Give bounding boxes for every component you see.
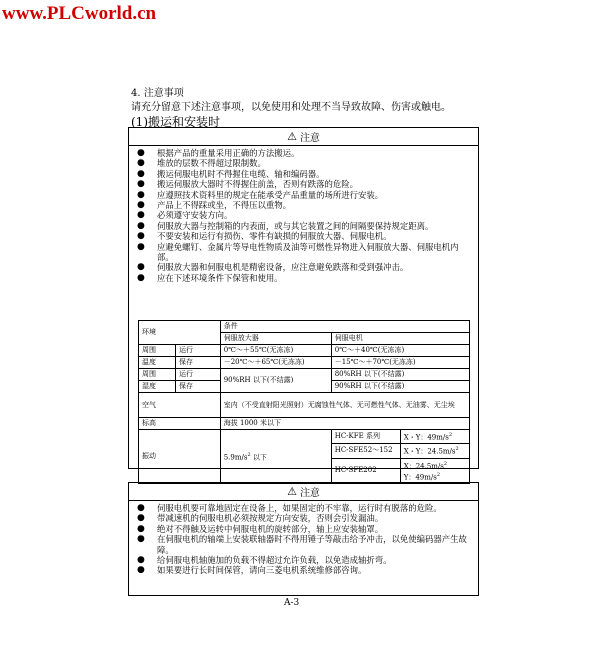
bullet-icon: ● <box>137 513 145 524</box>
list-item-text: 不要安装和运行有损伤、零件有缺损的伺服放大器、伺服电机。 <box>157 231 392 242</box>
transport-list <box>129 146 478 283</box>
bullet-icon: ● <box>137 503 145 513</box>
bullet-icon: ● <box>137 523 145 534</box>
watermark: www.PLCworld.cn <box>2 3 157 24</box>
list-item-text: 必须遵守安装方向。 <box>157 210 233 221</box>
vib-sfe202 <box>400 458 469 484</box>
install-list <box>129 501 478 576</box>
list-item-text: 给伺服电机轴施加的负载不得超过允许负载，以免造成轴折弯。 <box>157 555 392 566</box>
page-number: A-3 <box>284 598 300 608</box>
hum-amp: 90%RH 以下(不结露) <box>220 369 331 393</box>
altitude-label: 标高 <box>139 418 221 430</box>
list-item-text: 应在下述环境条件下保管和使用。 <box>157 272 283 283</box>
list-item <box>137 190 474 200</box>
bullet-icon: ● <box>137 210 145 221</box>
bullet-icon: ● <box>137 220 145 231</box>
vib-sfe202-x: X：24.5m/s <box>403 461 444 470</box>
list-item-text: 伺服放大器与控制箱的内表面，或与其它装置之间的间隔要保持规定距离。 <box>157 220 434 231</box>
temp-amp-run: 0℃～＋55℃(无冻冻) <box>220 345 331 357</box>
humidity-label: 湿度 <box>139 381 176 393</box>
motor-header: 伺服电机 <box>331 333 469 345</box>
bullet-icon: ● <box>137 231 145 242</box>
vib-amp-value: 5.9m/s <box>223 453 248 462</box>
list-item <box>137 273 474 283</box>
list-item <box>137 231 474 241</box>
list-item <box>137 158 474 168</box>
list-item <box>137 555 474 565</box>
list-item <box>137 148 474 158</box>
list-item-text: 应遵照技术资料里的规定在能承受产品重量的场所进行安装。 <box>157 189 384 200</box>
bullet-icon: ● <box>137 158 145 169</box>
vibration-label: 振动 <box>139 430 221 484</box>
condition-header: 条件 <box>220 321 469 333</box>
vibration-amp <box>220 430 331 484</box>
list-item <box>137 221 474 231</box>
list-item-text: 在伺服电机的轴端上安装联轴器时不得用锤子等敲击给予冲击，以免使编码器产生故障。 <box>157 534 467 555</box>
bullet-icon: ● <box>137 179 145 190</box>
bullet-icon: ● <box>137 200 145 211</box>
temperature-label: 温度 <box>139 357 176 369</box>
list-item-text: 搬运伺服放大器时不得握住前盖，否则有跌落的危险。 <box>157 179 358 190</box>
storage-label: 保存 <box>176 381 221 393</box>
operating-label: 运行 <box>176 345 221 357</box>
list-item <box>137 242 474 263</box>
intro-text: 请充分留意下述注意事项，以免使用和处理不当导致故障、伤害或触电。 <box>131 102 451 113</box>
hum-motor-run: 80%RH 以下(不结露) <box>331 369 469 381</box>
list-item-text: 堆放的层数不得超过限制数。 <box>157 158 266 169</box>
list-item-text: 产品上不得踩或坐，不得压以重物。 <box>157 200 291 211</box>
list-item <box>137 503 474 513</box>
list-item <box>137 169 474 179</box>
ambient-label: 周围 <box>139 369 176 381</box>
warning-triangle-icon: ⚠ <box>287 485 297 498</box>
operating-label: 运行 <box>176 369 221 381</box>
list-item-text: 应避免螺钉、金属片等导电性物质及油等可燃性异物进入伺服放大器、伺服电机内部。 <box>157 241 459 263</box>
air-value: 室内（不受直射阳光照射）无腐蚀性气体、无可燃性气体、无油雾、无尘埃 <box>220 393 469 418</box>
list-item-text: 搬运伺服电机时不得握住电缆、轴和编码器。 <box>157 168 325 179</box>
subsection-title: (1)搬运和安装时 <box>131 115 220 129</box>
bullet-icon: ● <box>137 148 145 158</box>
list-item <box>137 200 474 210</box>
vib-kfe <box>400 430 469 444</box>
caution-header <box>129 483 478 501</box>
vib-sfe202-y: Y：49m/s <box>403 473 437 482</box>
list-item-text: 绝对不得触及运转中伺服电机的旋转部分，轴上应安装轴罩。 <box>157 523 384 534</box>
list-item-text: 带减速机的伺服电机必须按规定方向安装，否则会引发漏油。 <box>157 513 384 524</box>
env-header: 环境 <box>139 321 221 345</box>
bullet-icon: ● <box>137 565 145 576</box>
model-sfe202: HC-SFE202 <box>331 458 400 484</box>
caution-header <box>129 128 478 146</box>
bullet-icon: ● <box>137 555 145 566</box>
altitude-value: 海拔 1000 米以下 <box>220 418 469 430</box>
air-label: 空气 <box>139 393 221 418</box>
caution-label: 注意 <box>299 133 320 144</box>
list-item-text: 伺服放大器和伺服电机是精密设备，应注意避免跌落和受到强冲击。 <box>157 262 409 273</box>
environment-table <box>138 320 470 484</box>
ambient-label: 周围 <box>139 345 176 357</box>
temp-amp-store: －20℃～＋65℃(无冻冻) <box>220 357 331 369</box>
list-item-text: 伺服电机要可靠地固定在设备上，如果固定的不牢靠，运行时有脱落的危险。 <box>157 503 442 513</box>
model-sfe152: HC-SFE52～152 <box>331 444 400 458</box>
list-item <box>137 534 474 555</box>
bullet-icon: ● <box>137 168 145 179</box>
list-item <box>137 262 474 272</box>
storage-label: 保存 <box>176 357 221 369</box>
sup: 2 <box>436 471 441 478</box>
bullet-icon: ● <box>137 241 145 252</box>
list-item <box>137 179 474 189</box>
amplifier-header: 伺服放大器 <box>220 333 331 345</box>
sup: 2 <box>247 451 251 458</box>
bullet-icon: ● <box>137 262 145 273</box>
list-item-text: 根据产品的重量采用正确的方法搬运。 <box>157 148 300 158</box>
list-item <box>137 524 474 534</box>
list-item <box>137 565 474 575</box>
list-item <box>137 210 474 220</box>
section-title: 4. 注意事项 <box>131 88 184 99</box>
caution-box-install <box>128 482 479 596</box>
list-item-text: 如果要进行长时间保管，请向三菱电机系统维修部咨询。 <box>157 565 367 576</box>
vib-sfe152 <box>400 444 469 458</box>
vib-sfe152-value: X・Y：24.5m/s <box>403 447 456 456</box>
temp-motor-run: 0℃～＋40℃(无冻冻) <box>331 345 469 357</box>
warning-triangle-icon: ⚠ <box>287 130 297 143</box>
model-kfe: HC-KFE 系列 <box>331 430 400 444</box>
bullet-icon: ● <box>137 189 145 200</box>
sup: 2 <box>443 460 448 467</box>
vib-amp-suffix: 以下 <box>250 453 267 462</box>
bullet-icon: ● <box>137 534 145 545</box>
vib-kfe-value: X・Y：49m/s <box>403 433 449 442</box>
temp-motor-store: －15℃～＋70℃(无冻冻) <box>331 357 469 369</box>
caution-label: 注意 <box>299 488 320 499</box>
bullet-icon: ● <box>137 272 145 283</box>
hum-motor-store: 90%RH 以下(不结露) <box>331 381 469 393</box>
sup: 2 <box>455 446 459 453</box>
list-item <box>137 513 474 523</box>
sup: 2 <box>448 432 453 438</box>
